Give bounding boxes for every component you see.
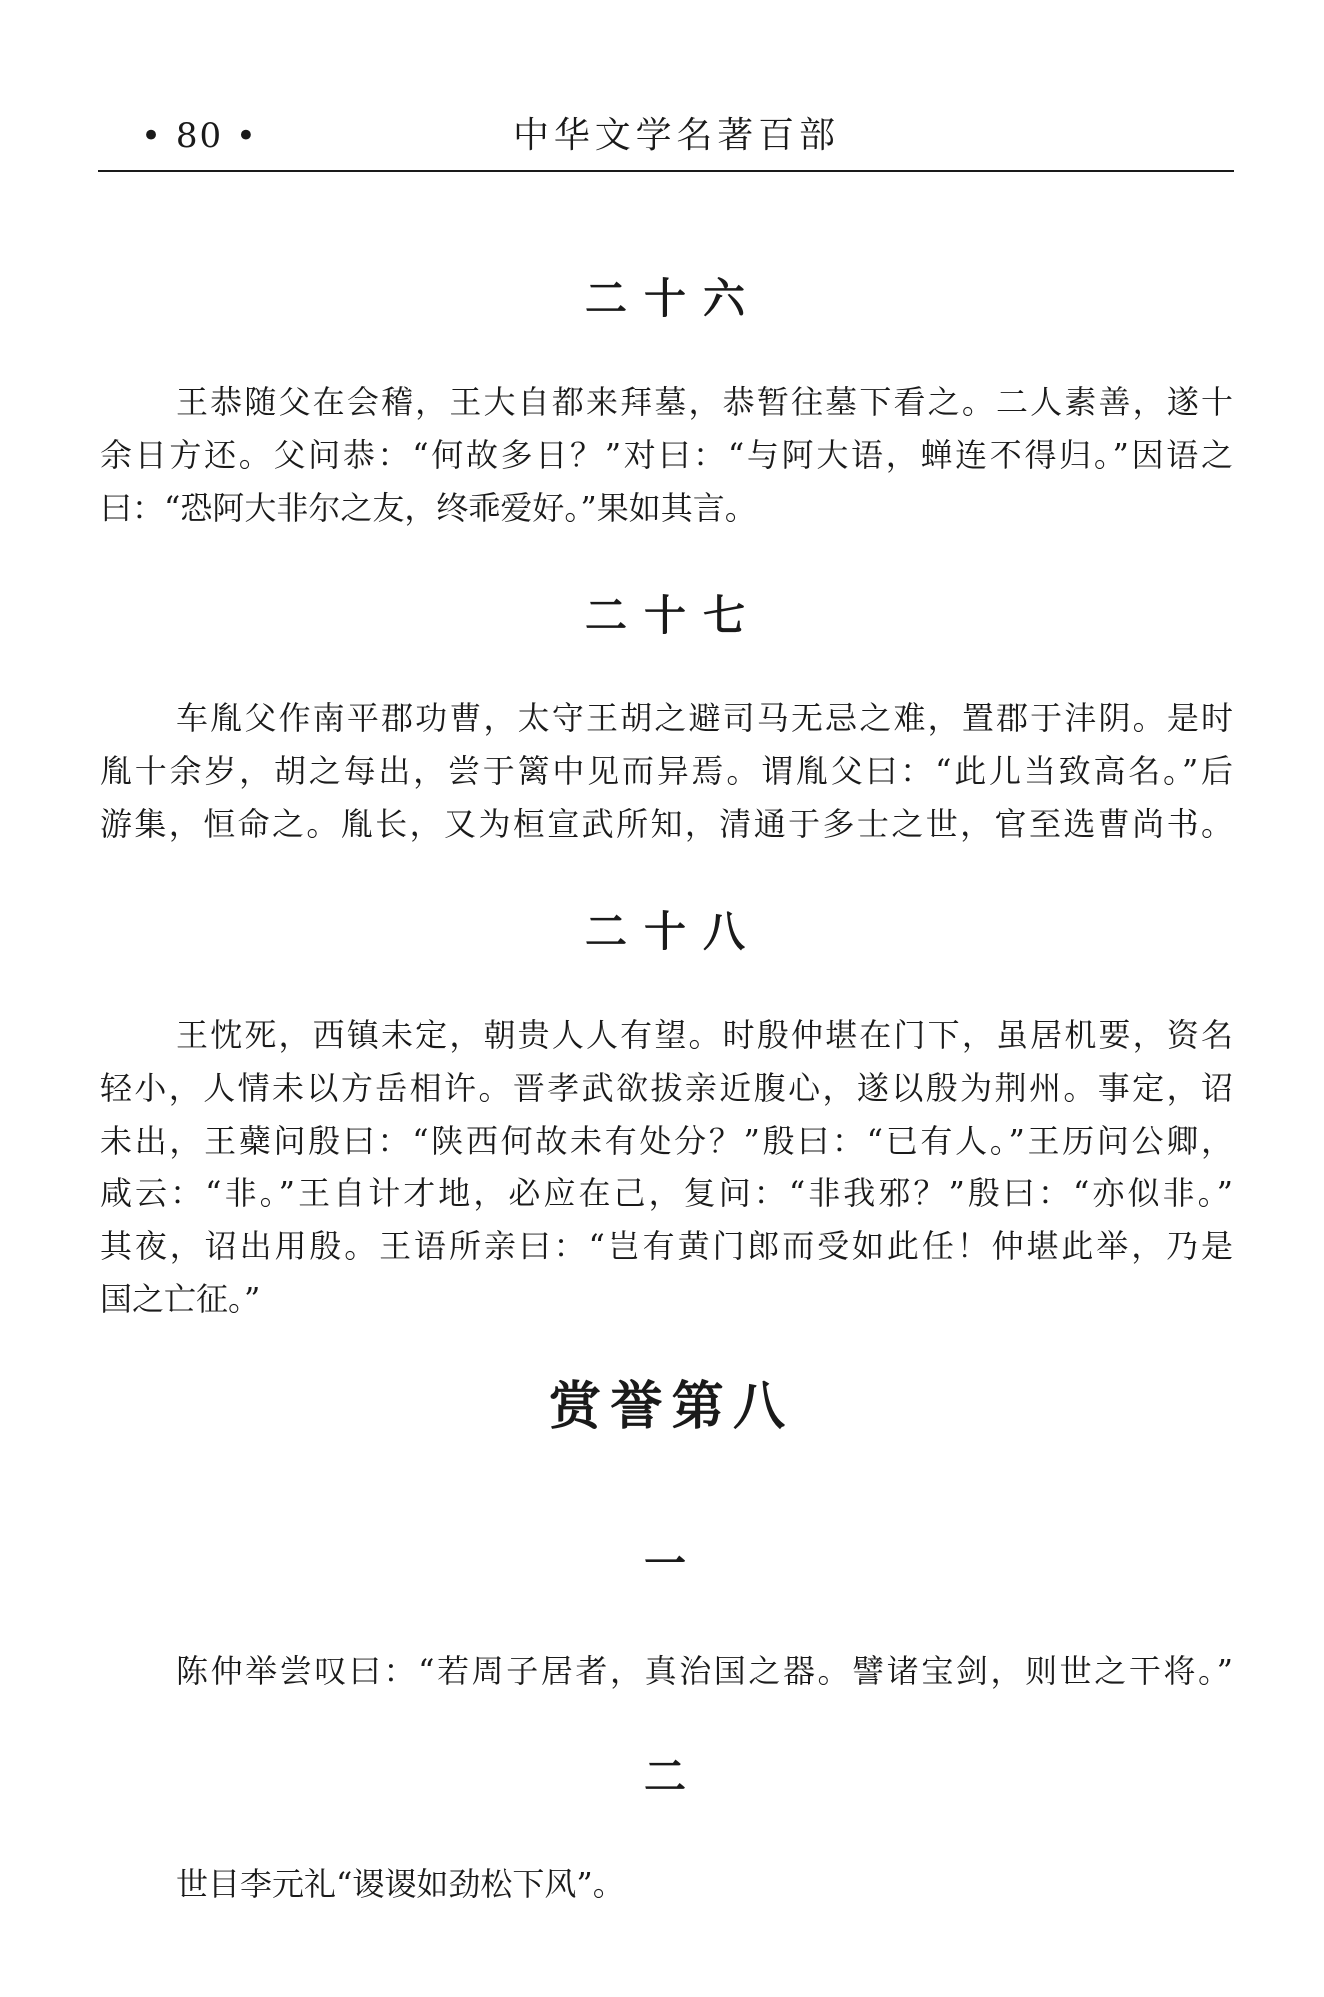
section-heading: 二十七 bbox=[585, 591, 745, 640]
paragraph bbox=[100, 1645, 1233, 1698]
paragraph bbox=[100, 1009, 1233, 1326]
paragraph bbox=[100, 1858, 1233, 1911]
paragraph-line: 车胤父作南平郡功曹，太守王胡之避司马无忌之难，置郡于沣阴。是时 bbox=[176, 699, 1233, 737]
paragraph-line: 咸云：“非。”王自计才地，必应在己，复问：“非我邪？”殷曰：“亦似非。” bbox=[100, 1174, 1233, 1213]
paragraph-line: 国之亡征。” bbox=[100, 1279, 261, 1318]
paragraph-line: 曰：“恐阿大非尔之友，终乖爱好。”果如其言。 bbox=[100, 488, 757, 527]
paragraph-line: 其夜，诏出用殷。王语所亲曰：“岂有黄门郎而受如此任！仲堪此举，乃是 bbox=[100, 1227, 1233, 1266]
header-rule bbox=[98, 170, 1234, 172]
paragraph-line: 余日方还。父问恭：“何故多日？”对曰：“与阿大语，蝉连不得归。”因语之 bbox=[100, 435, 1233, 474]
paragraph bbox=[100, 376, 1233, 534]
paragraph-line: 王忱死，西镇未定，朝贵人人有望。时殷仲堪在门下，虽居机要，资名 bbox=[176, 1016, 1233, 1054]
book-title: 中华文学名著百部 bbox=[513, 115, 835, 156]
paragraph-line: 陈仲举尝叹曰：“若周子居者，真治国之器。譬诸宝剑，则世之干将。” bbox=[176, 1652, 1233, 1690]
paragraph-line: 胤十余岁，胡之每出，尝于篱中见而异焉。谓胤父曰：“此儿当致高名。”后 bbox=[100, 751, 1233, 790]
page-number: • 80 • bbox=[141, 116, 258, 156]
paragraph-line: 游集，恒命之。胤长，又为桓宣武所知，清通于多士之世，官至选曹尚书。 bbox=[100, 804, 1233, 843]
paragraph-line: 世目李元礼“谡谡如劲松下风”。 bbox=[176, 1865, 625, 1903]
section-heading: 二 bbox=[643, 1752, 686, 1801]
paragraph-line: 未出，王蘗问殷曰：“陕西何故未有处分？”殷曰：“已有人。”王历问公卿， bbox=[100, 1121, 1233, 1160]
section-heading: 二十八 bbox=[585, 907, 745, 956]
chapter-title: 赏誉第八 bbox=[549, 1377, 785, 1437]
paragraph-line: 轻小，人情未以方岳相许。晋孝武欲拔亲近腹心，遂以殷为荆州。事定，诏 bbox=[100, 1068, 1233, 1107]
section-heading: 二十六 bbox=[585, 274, 745, 323]
section-heading: 一 bbox=[643, 1539, 686, 1588]
paragraph bbox=[100, 692, 1233, 850]
paragraph-line: 王恭随父在会稽，王大自都来拜墓，恭暂往墓下看之。二人素善，遂十 bbox=[176, 383, 1233, 421]
